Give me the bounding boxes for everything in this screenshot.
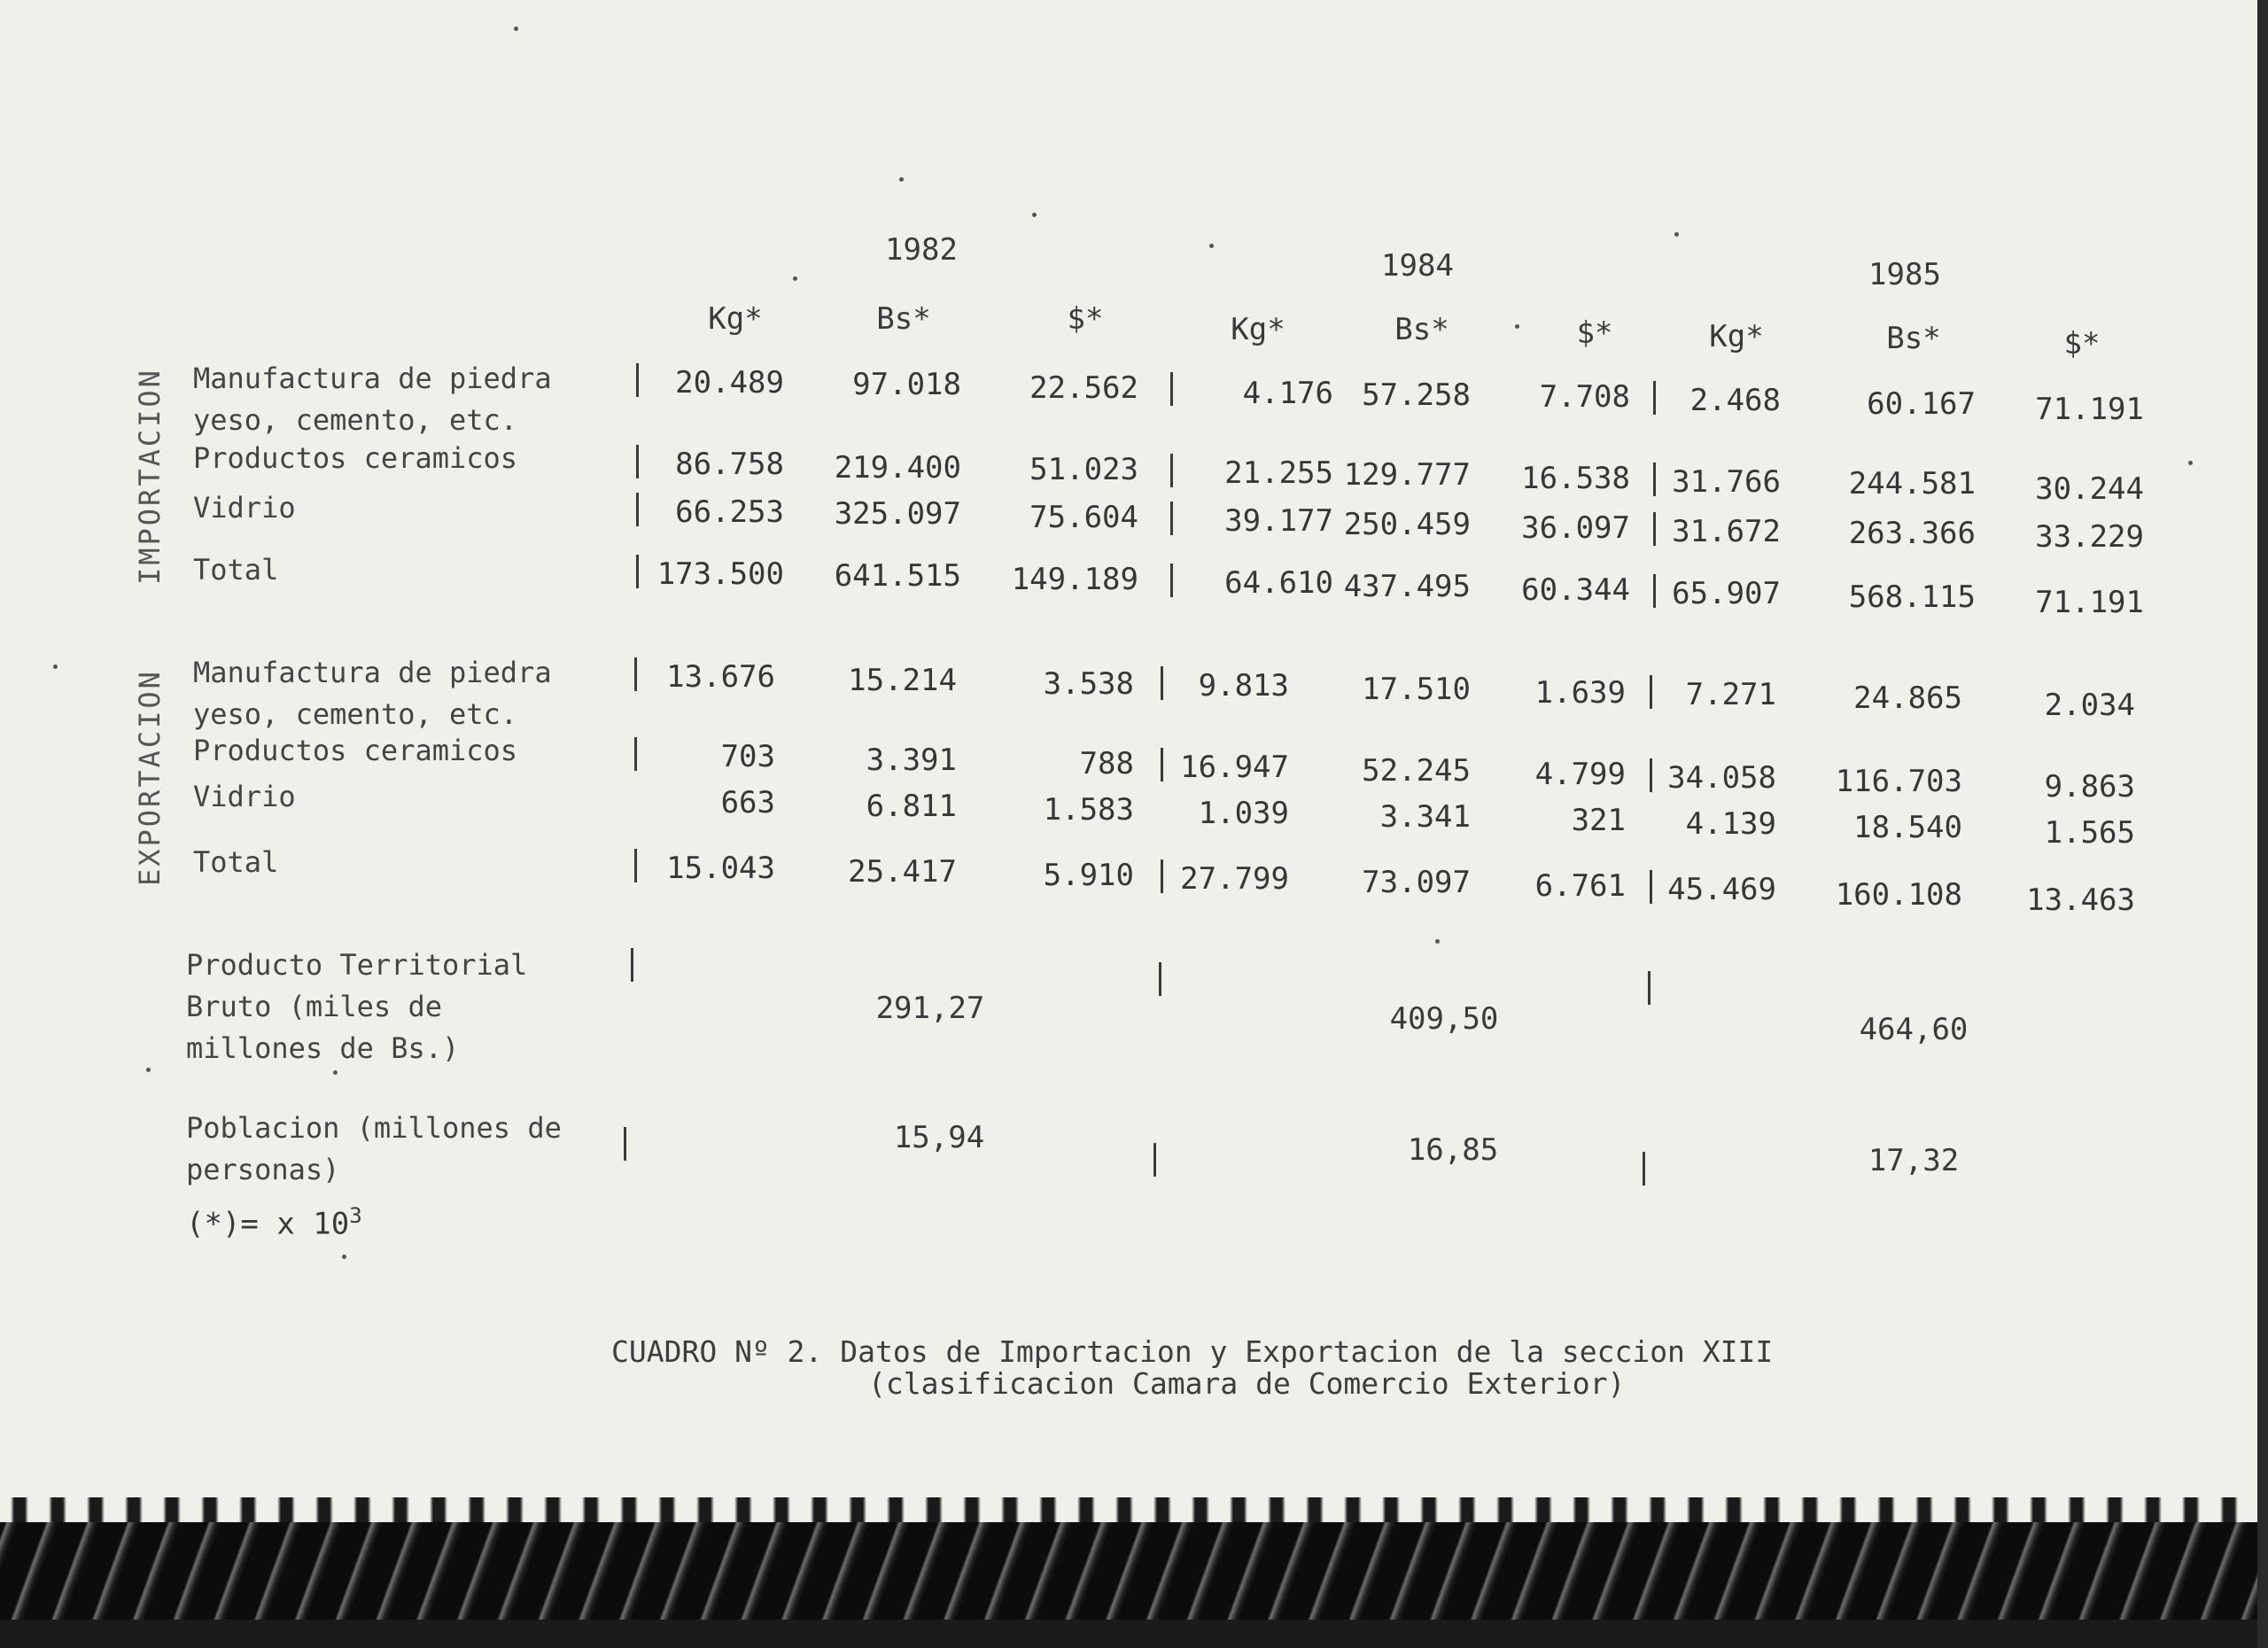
table-cell: 18.540 <box>1853 810 1962 845</box>
column-separator <box>1653 463 1656 496</box>
table-cell: 24.865 <box>1853 680 1962 716</box>
table-cell: 173.500 <box>656 556 784 592</box>
producto-territorial-value-1985: 464,60 <box>1859 1012 1969 1047</box>
exportacion-side-label: EXPORTACION <box>133 669 167 886</box>
table-cell: 7.271 <box>1685 677 1776 712</box>
column-separator <box>1650 758 1652 792</box>
column-separator <box>1153 1143 1156 1177</box>
table-cell: 66.253 <box>675 494 784 530</box>
column-separator <box>1648 971 1651 1005</box>
import-row-label: Manufactura de piedra yeso, cemento, etc. <box>193 361 552 437</box>
table-cell: 321 <box>1571 803 1626 838</box>
speck <box>1032 213 1037 217</box>
table-caption-line-2: (clasificacion Camara de Comercio Exterior) <box>868 1366 1626 1401</box>
column-separator <box>1170 501 1173 535</box>
table-cell: 1.039 <box>1198 796 1289 831</box>
column-separator <box>1643 1152 1645 1185</box>
table-cell: 437.495 <box>1343 569 1471 604</box>
table-cell: 3.391 <box>866 742 957 778</box>
table-cell: 60.344 <box>1521 572 1630 608</box>
table-cell: 788 <box>1079 746 1134 781</box>
speck <box>899 177 904 182</box>
export-row-label: Productos ceramicos <box>193 734 518 767</box>
column-separator <box>1161 748 1163 781</box>
table-cell: 5.910 <box>1043 858 1134 893</box>
export-row-label: Vidrio <box>193 780 296 813</box>
export-row-label: Manufactura de piedra yeso, cemento, etc. <box>193 656 552 731</box>
export-row-label: Total <box>193 845 279 879</box>
table-cell: 244.581 <box>1848 466 1976 501</box>
table-cell: 39.177 <box>1224 503 1333 539</box>
speck <box>514 27 518 31</box>
table-cell: 30.244 <box>2035 471 2144 507</box>
column-separator <box>1653 574 1656 608</box>
producto-territorial-label: Producto Territorial Bruto (miles de millones de Bs.) <box>186 948 528 1065</box>
table-cell: 31.766 <box>1672 464 1781 500</box>
poblacion-label: Poblacion (millones de personas) <box>186 1111 562 1186</box>
table-cell: 9.813 <box>1198 668 1289 704</box>
column-separator <box>634 657 637 691</box>
table-cell: 4.799 <box>1534 757 1626 792</box>
speck <box>1674 232 1679 237</box>
speck <box>342 1255 346 1259</box>
table-cell: 45.469 <box>1667 872 1776 907</box>
table-cell: 1.565 <box>2044 815 2135 851</box>
unit-header-usd-1982: $* <box>1067 301 1104 337</box>
column-separator <box>636 555 639 588</box>
column-separator <box>1170 564 1173 597</box>
unit-header-usd-1984: $* <box>1576 315 1613 351</box>
unit-header-kg-1985: Kg* <box>1709 319 1764 354</box>
column-separator <box>1161 859 1163 893</box>
table-cell: 75.604 <box>1029 500 1138 535</box>
table-cell: 65.907 <box>1672 576 1781 611</box>
footnote-exponent: 3 <box>349 1203 362 1228</box>
column-separator <box>1653 512 1656 546</box>
table-cell: 263.366 <box>1848 516 1976 551</box>
unit-header-bs-1985: Bs* <box>1886 321 1941 356</box>
year-header-1985: 1985 <box>1868 257 1941 292</box>
table-cell: 4.139 <box>1685 806 1776 842</box>
footnote-text: (*)= x 10 <box>186 1206 350 1242</box>
table-cell: 16.947 <box>1180 750 1289 785</box>
unit-header-bs-1982: Bs* <box>876 301 931 337</box>
table-cell: 568.115 <box>1848 579 1976 615</box>
footnote <box>186 1203 362 1241</box>
table-cell: 663 <box>720 785 775 820</box>
column-separator <box>636 445 639 478</box>
table-cell: 325.097 <box>834 496 961 532</box>
producto-territorial-value-1982: 291,27 <box>875 991 985 1026</box>
import-row-label: Total <box>193 553 279 587</box>
column-separator <box>636 493 639 526</box>
table-cell: 703 <box>720 739 775 774</box>
unit-header-usd-1985: $* <box>2063 326 2101 361</box>
column-separator <box>624 1127 626 1161</box>
column-separator <box>1650 675 1652 709</box>
table-cell: 17.510 <box>1362 672 1471 707</box>
speck <box>1435 939 1440 944</box>
table-cell: 34.058 <box>1667 760 1776 796</box>
table-cell: 149.189 <box>1011 562 1138 597</box>
table-cell: 3.341 <box>1379 799 1471 835</box>
table-cell: 3.538 <box>1043 666 1134 702</box>
unit-header-kg-1982: Kg* <box>708 301 763 337</box>
year-header-1984: 1984 <box>1381 248 1454 284</box>
year-header-1982: 1982 <box>885 232 958 268</box>
table-caption-line-1: CUADRO Nº 2. Datos de Importacion y Exportacion de la seccion XIII <box>611 1334 1774 1369</box>
poblacion-value-1985: 17,32 <box>1868 1143 1960 1178</box>
table-cell: 33.229 <box>2035 519 2144 555</box>
table-cell: 219.400 <box>834 450 961 486</box>
table-cell: 4.176 <box>1242 376 1333 411</box>
table-cell: 129.777 <box>1343 457 1471 493</box>
speck <box>1209 244 1214 248</box>
poblacion-value-1984: 16,85 <box>1407 1132 1499 1168</box>
table-cell: 6.761 <box>1534 868 1626 904</box>
table-cell: 15.043 <box>666 851 775 886</box>
poblacion-value-1982: 15,94 <box>893 1120 985 1155</box>
unit-header-bs-1984: Bs* <box>1394 312 1449 347</box>
table-cell: 116.703 <box>1835 764 1962 799</box>
table-cell: 2.034 <box>2044 688 2135 723</box>
table-cell: 7.708 <box>1539 379 1630 415</box>
table-cell: 31.672 <box>1672 514 1781 549</box>
column-separator <box>634 849 637 882</box>
table-cell: 52.245 <box>1362 753 1471 789</box>
table-cell: 13.463 <box>2026 882 2135 918</box>
speck <box>146 1068 151 1072</box>
table-cell: 6.811 <box>866 789 957 824</box>
table-cell: 27.799 <box>1180 861 1289 897</box>
table-cell: 22.562 <box>1029 370 1138 406</box>
column-separator <box>636 363 639 397</box>
column-separator <box>1161 666 1163 700</box>
speck <box>333 1070 338 1075</box>
table-cell: 97.018 <box>852 367 961 402</box>
table-cell: 13.676 <box>666 659 775 695</box>
table-cell: 16.538 <box>1521 461 1630 496</box>
table-cell: 64.610 <box>1224 565 1333 601</box>
import-row-label: Productos ceramicos <box>193 441 518 475</box>
table-cell: 9.863 <box>2044 769 2135 805</box>
table-cell: 36.097 <box>1521 510 1630 546</box>
column-separator <box>1650 870 1652 904</box>
table-cell: 21.255 <box>1224 455 1333 491</box>
speck <box>1515 324 1519 329</box>
table-cell: 60.167 <box>1867 386 1976 422</box>
table-cell: 15.214 <box>848 663 957 698</box>
table-cell: 2.468 <box>1689 383 1781 418</box>
table-cell: 641.515 <box>834 558 961 594</box>
table-cell: 51.023 <box>1029 452 1138 487</box>
importacion-side-label: IMPORTACION <box>133 368 167 585</box>
column-separator <box>1170 454 1173 487</box>
speck <box>793 276 797 281</box>
table-cell: 71.191 <box>2035 585 2144 620</box>
column-separator <box>1653 381 1656 415</box>
column-separator <box>634 737 637 771</box>
table-cell: 250.459 <box>1343 507 1471 542</box>
producto-territorial-value-1984: 409,50 <box>1389 1001 1499 1037</box>
column-separator <box>631 948 633 982</box>
table-cell: 1.639 <box>1534 675 1626 711</box>
speck <box>53 665 58 669</box>
table-cell: 20.489 <box>675 365 784 400</box>
table-cell: 160.108 <box>1835 877 1962 913</box>
unit-header-kg-1984: Kg* <box>1231 312 1285 347</box>
import-row-label: Vidrio <box>193 491 296 525</box>
table-cell: 1.583 <box>1043 792 1134 828</box>
table-cell: 57.258 <box>1362 377 1471 413</box>
speck <box>2188 461 2193 465</box>
page-edge <box>2257 0 2268 1648</box>
spiral-binding <box>0 1497 2257 1648</box>
table-cell: 71.191 <box>2035 392 2144 427</box>
table-cell: 25.417 <box>848 854 957 890</box>
table-cell: 73.097 <box>1362 865 1471 900</box>
table-cell: 86.758 <box>675 447 784 482</box>
column-separator <box>1159 962 1161 996</box>
column-separator <box>1170 372 1173 406</box>
